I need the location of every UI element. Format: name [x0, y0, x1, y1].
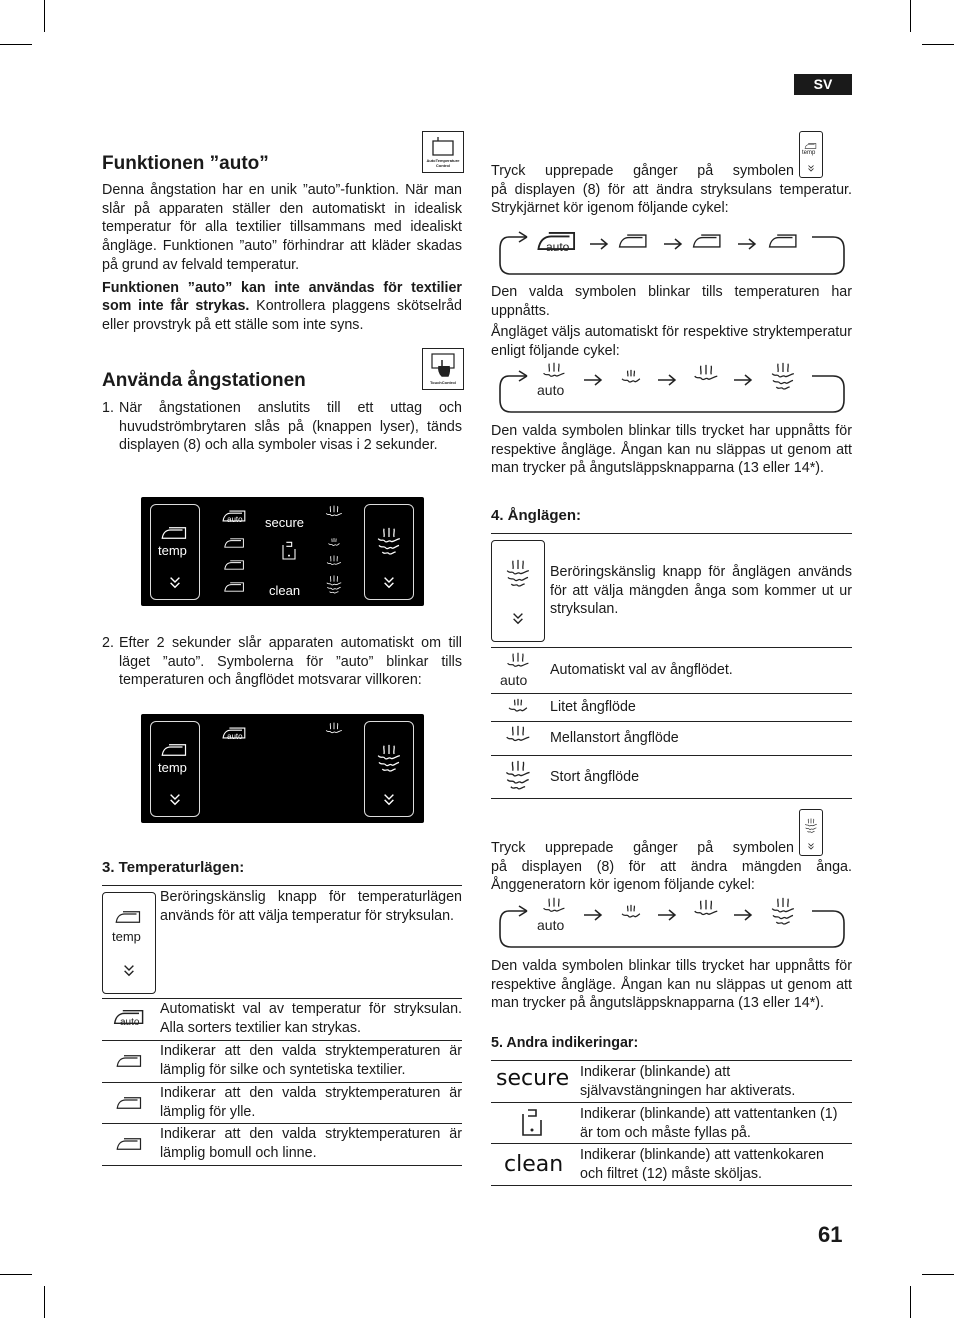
arrow-icon — [733, 373, 753, 387]
temp-row-text: Indikerar att den valda stryktemperaturen är lämplig för ylle. — [160, 1085, 462, 1120]
steam-description: Beröringskänslig knapp för ånglägen används för att välja mängden ånga som kommer ut ur stryksulan. — [550, 564, 852, 618]
iron-2dot-icon — [223, 557, 247, 573]
steam-button[interactable] — [364, 504, 414, 600]
auto-title: Funktionen ”auto” — [102, 153, 269, 174]
right-para-4: Den valda symbolen blinkar tills trycket har uppnåtts för respektive ångläge. Ångan kan nu släppas ut genom att man trycker på ångutsläppsknapparna (13 eller 14*). — [491, 423, 852, 477]
steam-high-icon — [768, 362, 798, 392]
right-para-3: Ångläget väljs automatiskt för respektive stryktemperatur enligt följande cykel: — [491, 324, 852, 359]
arrow-icon — [657, 908, 677, 922]
iron-auto-icon — [112, 1006, 148, 1030]
arrow-icon — [583, 373, 603, 387]
arrow-icon — [657, 373, 677, 387]
steam-cycle — [497, 897, 847, 949]
arrow-icon — [589, 237, 609, 251]
auto-paragraph-2 — [102, 279, 462, 335]
auto-label: auto — [227, 732, 243, 741]
steam-small-icon — [799, 809, 823, 856]
temp-label: temp — [158, 760, 187, 775]
steam-row-auto-label: auto — [500, 672, 528, 688]
steam-cycle — [497, 362, 847, 414]
language-badge: SV — [794, 74, 852, 95]
cycle-auto-label: auto — [546, 240, 570, 254]
step-1-number: 1. — [102, 400, 114, 416]
water-tank-icon — [520, 1105, 544, 1141]
auto-warning-rest: Kontrollera plaggens skötselråd eller provstryk på ett ställe som inte syns. — [102, 298, 462, 333]
iron-1dot-icon — [617, 231, 651, 251]
iron-1dot-icon — [223, 535, 247, 551]
step-2-text: Efter 2 sekunder slår apparaten automatiskt om till läget ”auto”. Symbolerna för ”auto” blinkar tills temperaturen och ångflödet motsvarar villkoren: — [119, 635, 462, 689]
temp-row-text: Automatiskt val av temperatur för stryksulan. Alla sorters textilier kan strykas. — [160, 1001, 462, 1036]
steam-auto-icon — [537, 362, 571, 400]
crop-mark — [922, 1274, 954, 1275]
temp-button[interactable] — [150, 721, 200, 817]
cycle-auto-label: auto — [537, 917, 565, 933]
steam-mid-icon — [691, 364, 721, 390]
auto-warning-bold: Funktionen ”auto” kan inte användas för textilier som inte får strykas. — [102, 279, 462, 315]
clean-label: clean — [269, 583, 301, 598]
right-para-1b: på displayen (8) för att ändra stryksulans temperatur. Strykjärnet kör igenom följande cykel: — [491, 181, 852, 217]
crop-mark — [922, 44, 954, 45]
temp-button-illustration — [102, 892, 156, 994]
step-1-text: När ångstationen anslutits till ett uttag och huvudströmbrytaren slås på (knappen lyser), tänds displayen (8) och alla symboler visas i 2 sekunder. — [119, 400, 462, 454]
steam-row-text: Mellanstort ångflöde — [550, 730, 679, 746]
crop-mark — [44, 1286, 45, 1318]
other-row-text: Indikerar (blinkande) att vattentanken (1) är tom och måste fyllas på. — [580, 1106, 838, 1141]
step-2-number: 2. — [102, 635, 114, 651]
other-row-text: Indikerar (blinkande) att vattenkokaren och filtret (12) måste sköljas. — [580, 1147, 824, 1182]
temp-row-text: Indikerar att den valda stryktemperaturen är lämplig bomull och linne. — [160, 1126, 462, 1161]
display-panel-all-symbols — [141, 497, 424, 606]
crop-mark — [0, 1274, 32, 1275]
auto-label: auto — [227, 515, 243, 524]
arrow-icon — [583, 908, 603, 922]
steam-high-icon — [768, 897, 798, 927]
crop-mark — [910, 0, 911, 32]
secure-word-icon: secure — [496, 1066, 570, 1091]
iron-auto-icon — [221, 724, 249, 742]
display-panel-auto — [141, 714, 424, 823]
steam-mid-icon — [691, 899, 721, 925]
steam-row-text: Stort ångflöde — [550, 769, 640, 785]
right-para-6: Den valda symbolen blinkar tills trycket har uppnåtts för respektive ångläge. Ångan kan nu släppas ut genom att man trycker på ångutsläppsknapparna (13 eller 14*). — [491, 958, 852, 1012]
steam-title: 4. Ånglägen: — [491, 507, 582, 524]
steam-button[interactable] — [364, 721, 414, 817]
crop-mark — [910, 1286, 911, 1318]
touch-caption: TouchControl — [430, 380, 456, 385]
clean-word-icon: clean — [504, 1152, 564, 1177]
temp-row-auto-label: auto — [120, 1017, 140, 1028]
steam-mid-icon — [324, 555, 344, 571]
auto-icon-caption: AutoTemperature Control — [426, 158, 460, 168]
right-para-5b: på displayen (8) för att ändra mängden ånga. Ånggeneratorn kör igenom följande cykel: — [491, 858, 852, 894]
iron-3dot-icon — [767, 231, 801, 251]
temp-small-label: temp — [802, 150, 816, 156]
other-row-text: Indikerar (blinkande) att självavstängningen har aktiverats. — [580, 1064, 796, 1099]
iron-1dot-icon — [115, 1052, 145, 1070]
temp-button[interactable] — [150, 504, 200, 600]
iron-2dot-icon — [115, 1094, 145, 1112]
steam-high-icon — [502, 760, 534, 792]
cycle-auto-label: auto — [537, 382, 565, 398]
arrow-icon — [733, 908, 753, 922]
crop-mark — [44, 0, 45, 32]
right-para-2: Den valda symbolen blinkar tills temperaturen har uppnåtts. — [491, 284, 852, 319]
touch-control-icon — [422, 348, 464, 390]
auto-paragraph-1: Denna ångstation har en unik ”auto”-funktion. När man slår på apparaten ställer den automatiskt in idealisk temperatur för alla textilier tillsammans med idealiskt ångläge. Funktionen ”auto” förhindrar att kläder skadas på grund av felvald temperatur. — [102, 182, 462, 273]
steam-button-illustration — [491, 540, 545, 642]
steam-row-text: Litet ångflöde — [550, 699, 636, 715]
auto-temp-control-icon — [422, 131, 464, 173]
steam-low-icon — [618, 904, 644, 922]
arrow-icon — [737, 237, 757, 251]
iron-2dot-icon — [691, 231, 725, 251]
right-para-1a: Tryck upprepade gånger på symbolen — [491, 163, 794, 179]
steam-mid-icon — [503, 725, 533, 751]
steam-auto-icon — [323, 722, 345, 740]
secure-label: secure — [265, 515, 305, 530]
iron-auto-icon — [535, 229, 581, 253]
temperature-cycle — [497, 225, 847, 277]
temp-description: Beröringskänslig knapp för temperaturlägen används för att välja temperatur för stryksulan. — [160, 889, 462, 924]
page-number: 61 — [818, 1222, 843, 1247]
crop-mark — [0, 44, 32, 45]
iron-3dot-icon — [115, 1135, 145, 1153]
steam-auto-icon — [537, 897, 571, 935]
temp-row-text: Indikerar att den valda stryktemperaturen är lämplig för silke och syntetiska textilier. — [160, 1043, 462, 1078]
water-tank-icon — [281, 541, 297, 561]
other-title: 5. Andra indikeringar: — [491, 1035, 639, 1051]
iron-auto-icon — [221, 507, 249, 525]
temp-small-icon — [799, 131, 823, 178]
temperature-title: 3. Temperaturlägen: — [102, 859, 245, 876]
right-para-5a: Tryck upprepade gånger på symbolen — [491, 840, 794, 856]
iron-3dot-icon — [223, 579, 247, 595]
steam-low-icon — [618, 369, 644, 387]
steam-low-icon — [326, 537, 342, 549]
steam-low-icon — [505, 698, 531, 716]
temp-btn-label: temp — [112, 929, 141, 944]
steam-auto-icon — [323, 505, 345, 523]
steam-row-text: Automatiskt val av ångflödet. — [550, 662, 733, 678]
steam-high-icon — [324, 575, 344, 595]
use-title: Använda ångstationen — [102, 370, 306, 391]
temp-label: temp — [158, 543, 187, 558]
steam-auto-icon — [500, 652, 536, 690]
arrow-icon — [663, 237, 683, 251]
